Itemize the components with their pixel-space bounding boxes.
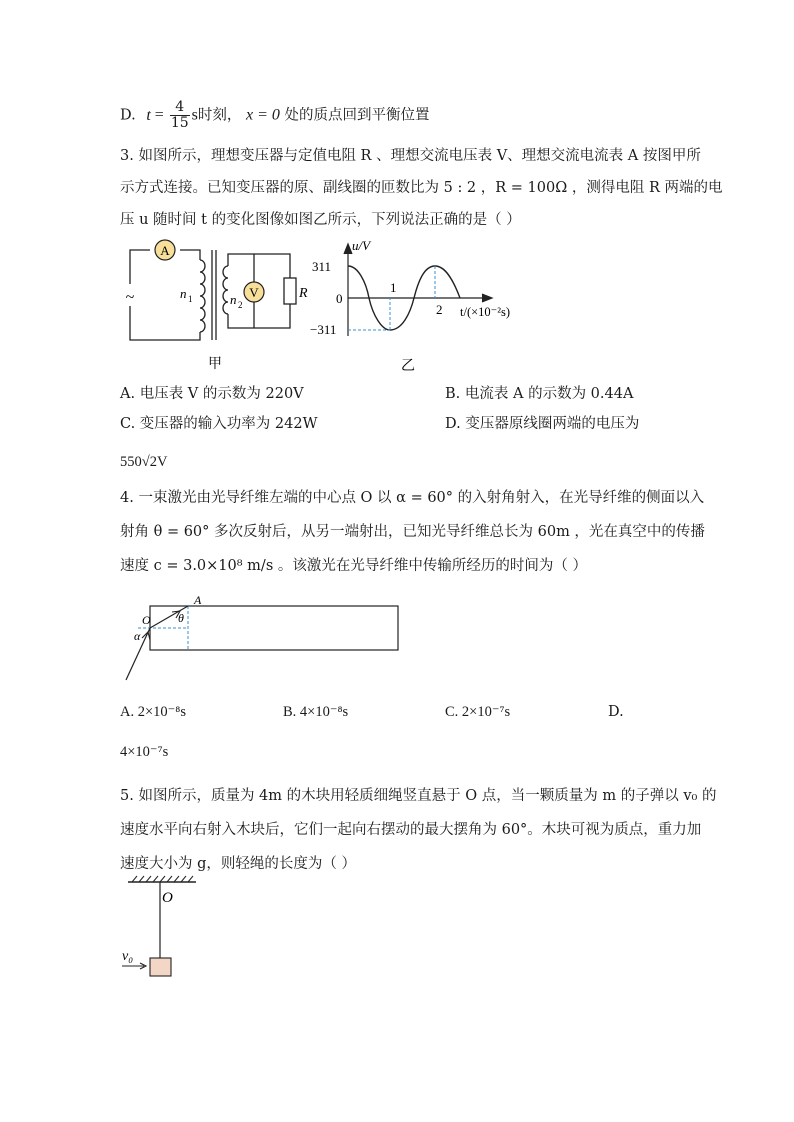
figure-caption-jia: 甲 <box>208 357 222 372</box>
q4-option-c: C. 2×10⁻⁷s <box>445 704 511 720</box>
y-axis-label: u/V <box>352 238 371 253</box>
question-number: 4. <box>120 490 134 506</box>
ac-source-icon: ~ <box>125 289 135 306</box>
q5-stem-line-1 <box>120 786 716 806</box>
question-text: 一束激光由光导纤维左端的中心点 O 以 α = 60° 的入射角射入，在光导纤维的侧面以入 <box>138 490 705 506</box>
point-o-label: O <box>142 613 151 627</box>
y-tick-0: 0 <box>336 291 343 306</box>
n2-subscript: 2 <box>238 300 243 310</box>
y-tick-311: 311 <box>312 259 332 274</box>
alpha-label: α <box>134 629 141 643</box>
q3-option-b: B. 电流表 A 的示数为 0.44A <box>445 386 634 402</box>
q4-stem-line-3: 速度 c = 3.0×10⁸ m/s 。该激光在光导纤维中传输所经历的时间为（ ） <box>120 558 587 574</box>
option-label: D. <box>120 107 136 124</box>
resistor-label: R <box>299 286 308 301</box>
question-number: 5. <box>120 788 134 804</box>
voltmeter-label: V <box>249 285 259 300</box>
question-text: 如图所示，理想变压器与定值电阻 R 、理想交流电压表 V、理想交流电流表 A 按图甲所 <box>138 148 701 164</box>
fraction-denominator: 15 <box>170 115 189 131</box>
n2-label: n <box>230 292 237 307</box>
n1-subscript: 1 <box>188 294 193 304</box>
q5-pendulum-diagram <box>120 870 220 982</box>
q4-option-b: B. 4×10⁻⁸s <box>283 704 349 720</box>
q3-stem-line-1 <box>120 146 701 166</box>
point-o-label: O <box>162 890 173 906</box>
fraction-numerator: 4 <box>170 100 190 116</box>
q3-option-d: D. 变压器原线圈两端的电压为 <box>445 416 640 432</box>
fraction <box>170 100 190 131</box>
point-a-label: A <box>194 593 202 607</box>
x-tick-2: 2 <box>436 302 443 317</box>
q2-option-d <box>120 100 430 131</box>
text: 时刻， <box>197 107 242 124</box>
question-text: 如图所示，质量为 4m 的木块用轻质细绳竖直悬于 O 点，当一颗质量为 m 的子弹以 v₀ 的 <box>138 788 717 804</box>
block-icon <box>150 958 171 976</box>
q3-circuit-diagram <box>120 236 310 376</box>
equals: = <box>150 106 168 124</box>
n1-label: n <box>180 286 187 301</box>
q3-option-a: A. 电压表 V 的示数为 220V <box>120 386 304 402</box>
q4-option-d: D. <box>608 704 624 720</box>
y-tick-neg311: −311 <box>310 322 337 337</box>
x-axis-label: t/(×10⁻²s) <box>460 305 511 319</box>
unit: s <box>191 106 198 124</box>
q5-stem-line-2: 速度水平向右射入木块后，它们一起向右摆动的最大摆角为 60°。木块可视为质点，重力加 <box>120 822 702 838</box>
q3-voltage-graph <box>310 236 530 376</box>
text: 处的质点回到平衡位置 <box>284 107 430 124</box>
q4-fiber-diagram <box>120 592 420 692</box>
q4-option-a: A. 2×10⁻⁸s <box>120 704 187 720</box>
condition: x = 0 <box>245 106 280 124</box>
q4-stem-line-1 <box>120 488 704 508</box>
x-tick-1: 1 <box>390 280 397 295</box>
ammeter-label: A <box>160 243 170 258</box>
v0-label: v₀ <box>122 949 134 964</box>
q3-stem-line-3: 压 u 随时间 t 的变化图像如图乙所示，下列说法正确的是（ ） <box>120 212 521 228</box>
figure-caption-yi: 乙 <box>401 359 415 374</box>
q3-stem-line-2: 示方式连接。已知变压器的原、副线圈的匝数比为 5 : 2 ，R = 100Ω ，测得电阻 R 两端的电 <box>120 180 723 196</box>
q5-stem-line-3: 速度大小为 g，则轻绳的长度为（ ） <box>120 856 356 872</box>
question-number: 3. <box>120 148 134 164</box>
theta-label: θ <box>178 611 184 625</box>
q4-option-d-value: 4×10⁻⁷s <box>120 744 169 760</box>
t-variable: t <box>146 106 151 124</box>
q3-option-d-value: 550√2V <box>120 454 168 470</box>
q4-stem-line-2: 射角 θ = 60° 多次反射后，从另一端射出，已知光导纤维总长为 60m ，光在真空中的传播 <box>120 524 705 540</box>
q3-option-c: C. 变压器的输入功率为 242W <box>120 416 318 432</box>
